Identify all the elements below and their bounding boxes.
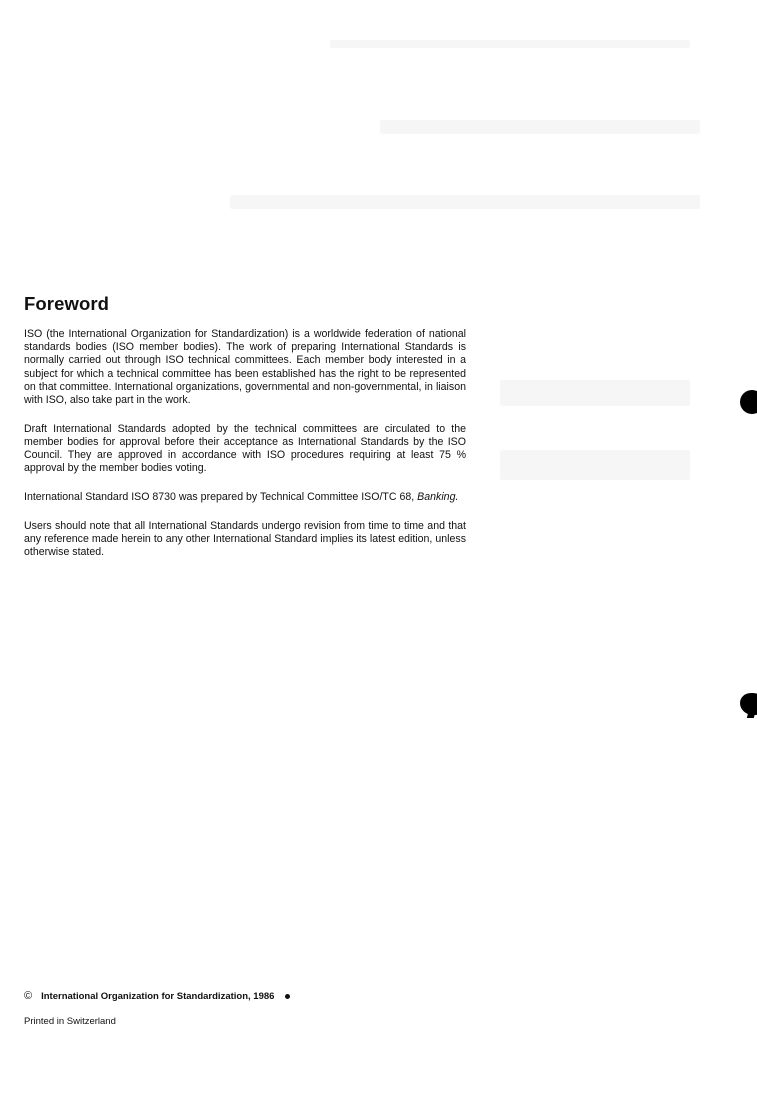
punch-hole-icon xyxy=(740,693,757,715)
bullet-icon xyxy=(285,994,290,999)
bleed-through-mark xyxy=(230,195,700,209)
standard-prefix: International Standard ISO 8730 was prepared by Technical Committee ISO/TC 68, xyxy=(24,491,415,504)
committee-name: Banking. xyxy=(417,491,459,504)
copyright-symbol: © xyxy=(24,990,33,1002)
paragraph-iso-intro: ISO (the International Organization for Standardization) is a worldwide federation of national standards bodies (ISO member bodies). The work of preparing International Standards is normally carried out through ISO technical committees. Each member body interested in a subject for which a technical committee has been established has the right to be represented on that committee. International organizations, governmental and non-governmental, in liaison with ISO, also take part in the work. xyxy=(24,328,466,407)
paragraph-iso-8730 xyxy=(24,491,466,504)
paragraph-revision-note: Users should note that all International Standards undergo revision from time to time and that any reference made herein to any other International Standard implies its latest edition, unless otherwise stated. xyxy=(24,519,466,559)
copyright-text: International Organization for Standardization, 1986 xyxy=(41,990,275,1002)
bleed-through-mark xyxy=(500,450,690,480)
paragraph-draft-standards: Draft International Standards adopted by the technical committees are circulated to the member bodies for approval before their acceptance as International Standards by the ISO Council. They are approved in accordance with ISO procedures requiring at least 75 % approval by the member bodies voting. xyxy=(24,422,466,475)
foreword-body xyxy=(24,328,466,575)
printed-location: Printed in Switzerland xyxy=(24,1016,116,1027)
page-title: Foreword xyxy=(24,293,110,314)
bleed-through-mark xyxy=(500,380,690,406)
punch-hole-icon xyxy=(740,390,757,414)
bleed-through-mark xyxy=(330,40,690,48)
copyright-line xyxy=(24,990,290,1002)
bleed-through-mark xyxy=(380,120,700,134)
